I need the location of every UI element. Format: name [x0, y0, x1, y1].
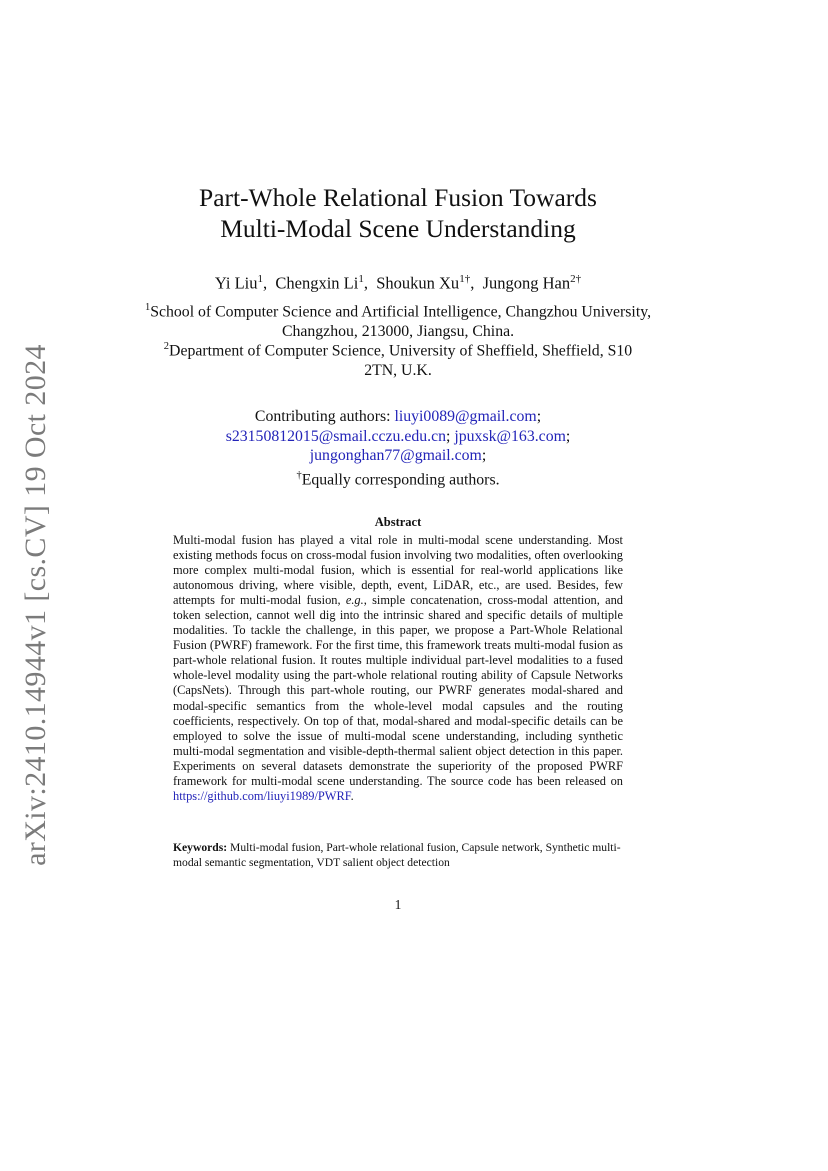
abstract-heading: Abstract	[374, 515, 422, 529]
email-link[interactable]: liuyi0089@gmail.com	[394, 408, 537, 425]
paper-title	[0, 182, 796, 244]
affiliation-2	[150, 337, 646, 380]
affiliation-mark: 1	[144, 302, 151, 313]
author-list: Yi Liu$^1$, Chengxin Li$^1$, Shoukun $Xu^{1\dagger}$, Jungong Han$^{2\dagger}$	[214, 273, 582, 293]
author-affil-mark: 1	[358, 273, 364, 285]
author-affil-mark: 2†	[570, 273, 582, 285]
abstract-end: .	[350, 788, 354, 803]
author-name: Jungong Han	[482, 273, 571, 293]
keywords-label: Keywords:	[173, 841, 228, 854]
contributing-label: Contributing authors:	[254, 408, 391, 425]
email-link[interactable]: jpuxsk@163.com	[454, 427, 566, 445]
affiliation-mark: 2	[163, 341, 170, 352]
author-name: Chengxin Li	[275, 273, 359, 293]
abstract-eg: e.g.	[345, 593, 364, 608]
page-number: 1	[394, 897, 402, 912]
keywords-section	[173, 840, 623, 870]
email-link[interactable]: jungonghan77@gmail.com	[309, 447, 482, 464]
affiliation-text: Department of Computer Science, University of Sheffield, Sheffield, S10 2TN, U.K.	[169, 342, 633, 379]
contributing-authors: Contributing authors: liuyi0089@gmail.com; s23150812015@smail.cczu.edu.cn; jpuxsk@163.com; jungonghan77@gmail.com; †Equally corresponding authors.	[225, 408, 571, 488]
affiliation-1	[130, 298, 666, 341]
arxiv-identifier: arXiv:2410.14944v1 [cs.CV] 19 Oct 2024	[19, 344, 52, 866]
author-name: Shoukun Xu	[376, 273, 460, 293]
keywords-text: Multi-modal fusion, Part-whole relational fusion, Capsule network, Synthetic multi-modal semantic segmentation, VDT salient object detection	[173, 841, 621, 869]
title-line-2: Multi-Modal Scene Understanding	[220, 214, 576, 243]
abstract-part: , simple concatenation, cross-modal attention, and token selection, cannot well dig into the intrinsic shared and specific details of multiple modalities. To tackle the challenge, in this paper, we propose a Part-Whole Relational Fusion (PWRF) framework. For the first time, this framework treats multi-modal fusion as part-whole relational fusion. It routes multiple individual part-level modalities to a fused whole-level modality using the part-whole relational routing ability of Capsule Networks (CapsNets). Through this part-whole routing, our PWRF generates modal-shared and modal-specific semantics from the whole-level modal capsules and the routing coefficients, respectively. On top of that, modal-shared and modal-specific details can be employed to solve the issue of multi-modal scene understanding, including synthetic multi-modal segmentation and visible-depth-thermal salient object detection in this paper. Experiments on several datasets demonstrate the superiority of the proposed PWRF framework for multi-modal scene understanding. The source code has been released on	[173, 593, 623, 788]
corresponding-mark: †	[296, 469, 302, 481]
abstract-text	[173, 533, 623, 804]
author-affil-mark: 1†	[459, 273, 471, 285]
title-line-1: Part-Whole Relational Fusion Towards	[199, 183, 597, 212]
email-link[interactable]: s23150812015@smail.cczu.edu.cn	[225, 427, 447, 445]
source-code-link[interactable]: https://github.com/liuyi1989/PWRF	[173, 788, 351, 803]
author-affil-mark: 1	[257, 273, 264, 285]
abstract-part: Multi-modal fusion has played a vital role in multi-modal scene understanding. Most existing methods focus on cross-modal fusion involving two modalities, often overlooking more complex multi-modal fusion, which is essential for real-world applications like autonomous driving, where visible, depth, event, LiDAR, etc., are used. Besides, few attempts for multi-modal fusion,	[173, 533, 623, 608]
corresponding-note: Equally corresponding authors.	[301, 470, 500, 488]
author-name: Yi Liu	[214, 273, 258, 293]
affiliation-text: School of Computer Science and Artificial Intelligence, Changzhou University, Changzhou, 213000, Jiangsu, China.	[150, 303, 652, 340]
